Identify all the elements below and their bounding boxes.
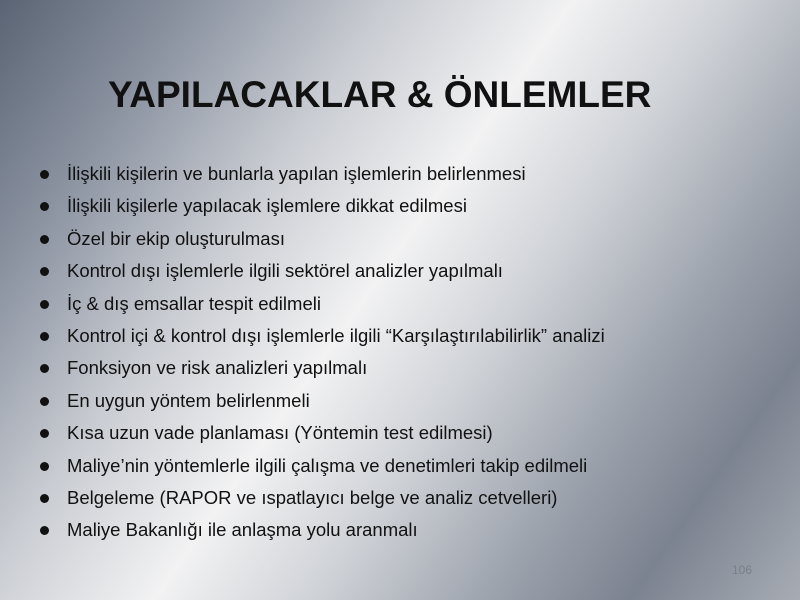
bullet-item — [40, 514, 780, 546]
bullet-item — [40, 417, 780, 449]
bullet-text: Kısa uzun vade planlaması (Yöntemin test edilmesi) — [67, 422, 493, 444]
bullet-item — [40, 320, 780, 352]
bullet-dot-icon — [40, 494, 49, 503]
bullet-dot-icon — [40, 202, 49, 211]
bullet-item — [40, 223, 780, 255]
bullet-item — [40, 385, 780, 417]
bullet-text: Maliye Bakanlığı ile anlaşma yolu aranmalı — [67, 519, 418, 541]
bullet-text: İlişkili kişilerin ve bunlarla yapılan işlemlerin belirlenmesi — [67, 163, 526, 184]
bullet-text: Kontrol dışı işlemlerle ilgili sektörel analizler yapılmalı — [67, 260, 503, 282]
bullet-text: Fonksiyon ve risk analizleri yapılmalı — [67, 357, 368, 379]
bullet-dot-icon — [40, 526, 49, 535]
bullet-text: Belgeleme (RAPOR ve ıspatlayıcı belge ve analiz cetvelleri) — [67, 486, 558, 508]
bullet-dot-icon — [40, 462, 49, 471]
bullet-item — [40, 450, 780, 482]
bullet-item — [40, 255, 780, 287]
bullet-dot-icon — [40, 332, 49, 341]
bullet-item — [40, 158, 780, 190]
bullet-dot-icon — [40, 397, 49, 406]
bullet-item — [40, 482, 780, 514]
bullet-list — [40, 158, 780, 547]
bullet-dot-icon — [40, 267, 49, 276]
bullet-item — [40, 352, 780, 384]
bullet-text: Özel bir ekip oluşturulması — [67, 227, 285, 249]
bullet-dot-icon — [40, 364, 49, 373]
bullet-dot-icon — [40, 235, 49, 244]
bullet-dot-icon — [40, 170, 49, 179]
bullet-item — [40, 190, 780, 222]
bullet-text: Kontrol içi & kontrol dışı işlemlerle ilgili “Karşılaştırılabilirlik” analizi — [67, 324, 605, 346]
page-number: 106 — [731, 563, 752, 577]
bullet-item — [40, 288, 780, 320]
slide-title: YAPILACAKLAR & ÖNLEMLER — [108, 74, 652, 115]
bullet-text: En uygun yöntem belirlenmeli — [67, 389, 310, 411]
bullet-dot-icon — [40, 429, 49, 438]
bullet-text: İlişkili kişilerle yapılacak işlemlere dikkat edilmesi — [67, 195, 467, 217]
bullet-text: Maliye’nin yöntemlerle ilgili çalışma ve denetimleri takip edilmeli — [67, 454, 588, 476]
bullet-dot-icon — [40, 300, 49, 309]
bullet-text: İç & dış emsallar tespit edilmeli — [67, 292, 321, 314]
